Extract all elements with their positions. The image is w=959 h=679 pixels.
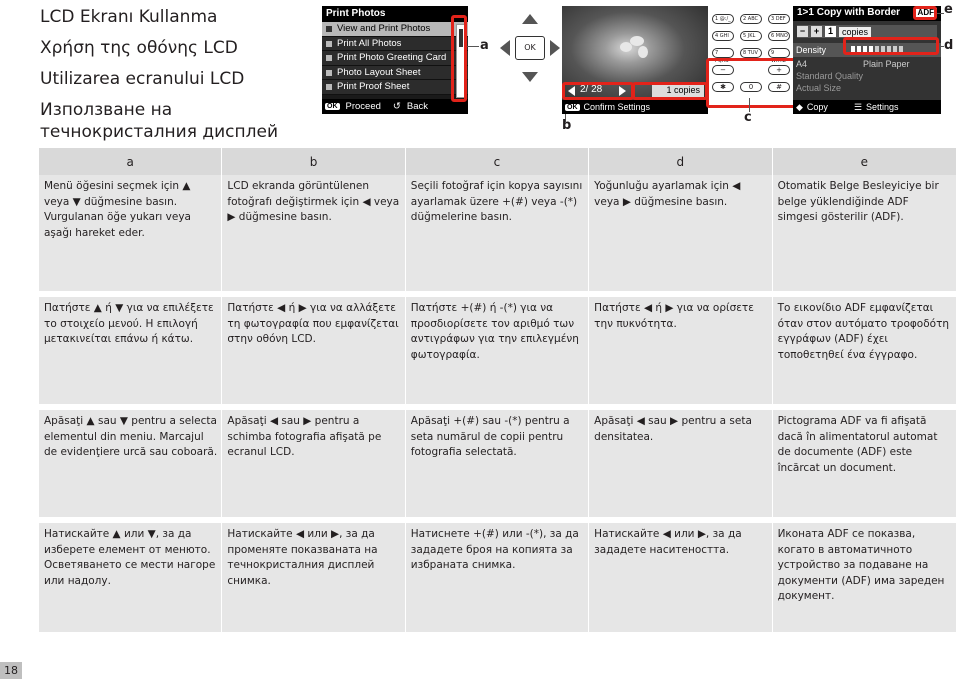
highlight-box-e: [913, 6, 937, 20]
plus-key[interactable]: +: [768, 65, 790, 75]
page-titles: [40, 2, 320, 143]
down-arrow-icon[interactable]: [522, 72, 538, 82]
callout-line-e: [937, 13, 944, 14]
key-9[interactable]: 9 WXYZ: [768, 48, 790, 58]
title-turkish: LCD Ekranı Kullanma: [40, 7, 218, 27]
copies-label: copies: [839, 27, 871, 37]
screen-title: Print Photos: [322, 6, 468, 22]
table-row: [39, 291, 956, 404]
menu-item[interactable]: Photo Layout Sheet: [322, 66, 468, 81]
table-cell: Pictograma ADF va fi afişată dacă în alimentatorul automat de documente (ADF) este încărcat un document.: [773, 404, 956, 517]
table-cell: Otomatik Belge Besleyiciye bir belge yüklendiğinde ADF simgesi gösterilir (ADF).: [773, 175, 956, 291]
callout-a: a: [480, 38, 489, 53]
paper-type: Plain Paper: [863, 59, 910, 69]
highlight-box-c: [706, 58, 796, 108]
copy-icon: ◆: [796, 101, 803, 112]
table-cell: Yoğunluğu ayarlamak için ◀ veya ▶ düğmesine basın.: [589, 175, 772, 291]
adf-icon: ADF: [915, 8, 937, 17]
table-cell: Το εικονίδιο ADF εμφανίζεται όταν στον αυτόματο τροφοδότη εγγράφων (ADF) έχει τοποθετηθεί ένα έγγραφο.: [773, 291, 956, 404]
key-5[interactable]: 5 JKL: [740, 31, 762, 41]
callout-e: e: [944, 2, 953, 17]
screen-footer: [322, 99, 468, 114]
table-cell: Apăsaţi ◀ sau ▶ pentru a schimba fotografia afişată pe ecranul LCD.: [222, 404, 405, 517]
callout-d: d: [944, 38, 954, 53]
photo-counter: 2/ 28: [580, 84, 603, 95]
copy-label: Copy: [806, 102, 828, 112]
star-key[interactable]: ✱: [712, 82, 734, 92]
title-romanian: Utilizarea ecranului LCD: [40, 69, 245, 89]
proceed-label: Proceed: [345, 101, 381, 112]
key-6[interactable]: 6 MNO: [768, 31, 790, 41]
title-greek: Χρήση της οθόνης LCD: [40, 38, 238, 58]
up-arrow-icon[interactable]: [522, 14, 538, 24]
ok-button[interactable]: OK: [515, 36, 545, 60]
key-2[interactable]: 2 ABC: [740, 14, 762, 24]
table-cell: Натискайте ▲ или ▼, за да изберете елемент от менюто. Осветяването се мести нагоре или надолу.: [39, 517, 222, 632]
menu-item[interactable]: View and Print Photos: [322, 22, 468, 37]
column-header: d: [589, 148, 772, 175]
table-cell: Натискайте ◀ или ▶, за да променяте показваната на течнокристалния дисплей снимка.: [222, 517, 405, 632]
highlight-box-d: [843, 37, 939, 55]
menu-list: [322, 22, 468, 95]
highlight-box-c-copies: [632, 82, 708, 100]
table-row: [39, 517, 956, 632]
key-4[interactable]: 4 GHI: [712, 31, 734, 41]
plus-icon: +: [811, 26, 822, 37]
ok-badge: OK: [567, 103, 578, 111]
numeric-keypad: [712, 14, 790, 99]
table-cell: Πατήστε ▲ ή ▼ για να επιλέξετε το στοιχείο μενού. Η επιλογή μετακινείται επάνω ή κάτω.: [39, 291, 222, 404]
callout-c: c: [744, 110, 752, 125]
left-arrow-icon[interactable]: [500, 40, 510, 56]
table-cell: Menü öğesini seçmek için ▲ veya ▼ düğmesine basın. Vurgulanan öğe yukarı veya aşağı hareket eder.: [39, 175, 222, 291]
table-cell: Seçili fotoğraf için kopya sayısını ayarlamak üzere +(#) veya -(*) düğmelerine basın.: [406, 175, 589, 291]
minus-key[interactable]: −: [712, 65, 734, 75]
key-8[interactable]: 8 TUV: [740, 48, 762, 58]
table-cell: Apăsaţi +(#) sau -(*) pentru a seta numărul de copii pentru fotografia selectată.: [406, 404, 589, 517]
ok-badge: OK: [327, 103, 338, 110]
key-3[interactable]: 3 DEF: [768, 14, 790, 24]
screen-footer: [562, 100, 708, 114]
table-cell: Иконата ADF се показва, когато в автоматичното устройство за подаване на документи (ADF) има зареден документ.: [773, 517, 956, 632]
back-icon: ↺: [392, 101, 401, 112]
density-label: Density: [796, 45, 827, 55]
column-header: a: [39, 148, 222, 175]
table-cell: Πατήστε +(#) ή -(*) για να προσδιορίσετε τον αριθμό των αντιγράφων για την επιλεγμένη φωτογραφία.: [406, 291, 589, 404]
table-cell: Apăsaţi ◀ sau ▶ pentru a seta densitatea.: [589, 404, 772, 517]
lcd-screen-copy: [793, 6, 941, 114]
minus-icon: −: [797, 26, 808, 37]
key-0[interactable]: 0: [740, 82, 762, 92]
callout-b: b: [562, 118, 572, 133]
table-cell: Πατήστε ◀ ή ▶ για να αλλάξετε τη φωτογραφία που εμφανίζεται στην οθόνη LCD.: [222, 291, 405, 404]
screen-title: 1>1 Copy with Border: [793, 6, 941, 21]
menu-item[interactable]: Print Proof Sheet: [322, 80, 468, 95]
size-label: Actual Size: [796, 83, 842, 93]
table-cell: LCD ekranda görüntülenen fotoğrafı değiştirmek için ◀ veya ▶ düğmesine basın.: [222, 175, 405, 291]
table-cell: Натиснете +(#) или -(*), за да зададете броя на копията за избраната снимка.: [406, 517, 589, 632]
settings-icon: ☰: [853, 101, 863, 112]
highlight-box-b: [562, 82, 634, 100]
title-bulgarian: Използване на течнокристалния дисплей: [40, 100, 278, 142]
table-row: [39, 175, 956, 291]
column-header: e: [773, 148, 956, 175]
hash-key[interactable]: #: [768, 82, 790, 92]
instruction-table: [39, 148, 956, 632]
key-7[interactable]: 7 PQRS: [712, 48, 734, 58]
settings-label: Settings: [866, 102, 899, 112]
screen-footer: [793, 100, 941, 114]
arrow-pad: [500, 14, 560, 82]
copies-field: 1 copies: [652, 83, 704, 97]
menu-item[interactable]: Print All Photos: [322, 37, 468, 52]
highlight-box-a: [451, 15, 467, 102]
key-1[interactable]: 1 @:/_: [712, 14, 734, 24]
table-cell: Apăsaţi ▲ sau ▼ pentru a selecta elementul din meniu. Marcajul de evidenţiere urcă sau coboară.: [39, 404, 222, 517]
back-label: Back: [406, 101, 428, 112]
quality-label: Standard Quality: [796, 71, 864, 81]
right-arrow-icon[interactable]: [550, 40, 560, 56]
paper-size: A4: [796, 59, 808, 69]
table-row: [39, 404, 956, 517]
page-number: 18: [0, 662, 22, 679]
column-header: c: [406, 148, 589, 175]
confirm-settings-label: Confirm Settings: [583, 102, 651, 112]
callout-line-a: [467, 46, 479, 47]
lcd-screen-print-photos: [322, 6, 468, 114]
copies-number: 1: [825, 26, 836, 37]
table-cell: Πατήστε ◀ ή ▶ για να ορίσετε την πυκνότητα.: [589, 291, 772, 404]
menu-item[interactable]: Print Photo Greeting Card: [322, 51, 468, 66]
table-cell: Натискайте ◀ или ▶, за да зададете наситеността.: [589, 517, 772, 632]
column-header: b: [222, 148, 405, 175]
